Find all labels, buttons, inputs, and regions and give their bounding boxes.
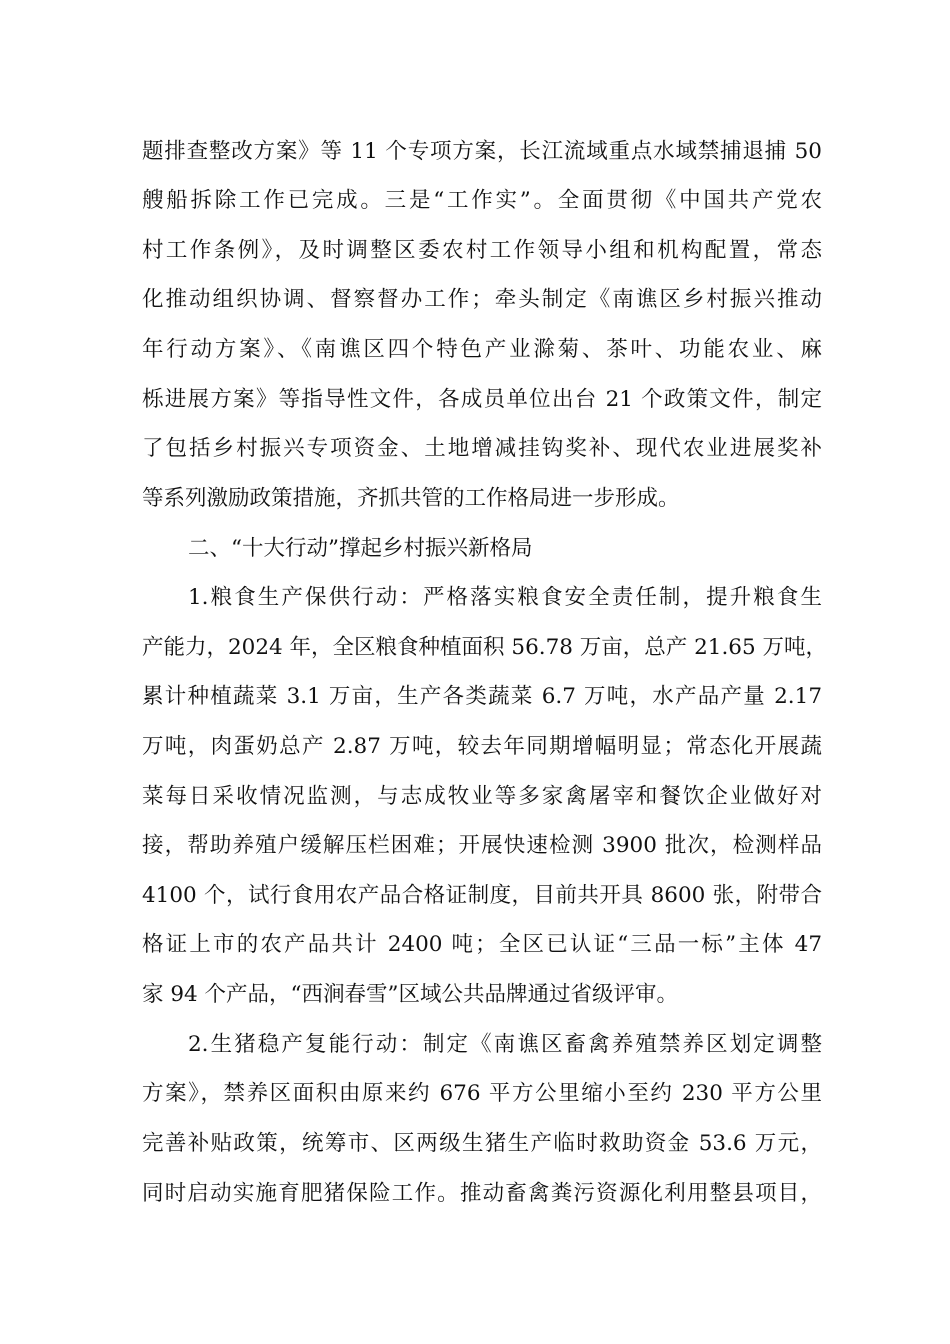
- paragraph-line: 艘船拆除工作已完成。三是“工作实”。全面贯彻《中国共产党农: [142, 188, 822, 213]
- paragraph-line: 4100 个，试行食用农产品合格证制度，目前共开具 8600 张，附带合: [142, 883, 822, 908]
- paragraph-line: 方案》，禁养区面积由原来约 676 平方公里缩小至约 230 平方公里: [142, 1081, 822, 1106]
- paragraph-line: 了包括乡村振兴专项资金、土地增减挂钩奖补、现代农业进展奖补: [142, 436, 822, 461]
- paragraph-line: 接，帮助养殖户缓解压栏困难；开展快速检测 3900 批次，检测样品: [142, 833, 822, 858]
- paragraph-line: 1.粮食生产保供行动：严格落实粮食安全责任制，提升粮食生: [188, 585, 822, 610]
- paragraph-line: 家 94 个产品，“西涧春雪”区域公共品牌通过省级评审。: [142, 982, 679, 1007]
- paragraph-line: 格证上市的农产品共计 2400 吨；全区已认证“三品一标”主体 47: [142, 932, 822, 957]
- paragraph-line: 万吨，肉蛋奶总产 2.87 万吨，较去年同期增幅明显；常态化开展蔬: [142, 734, 822, 759]
- paragraph-line: 2.生猪稳产复能行动：制定《南谯区畜禽养殖禁养区划定调整: [188, 1032, 822, 1057]
- paragraph-line: 村工作条例》，及时调整区委农村工作领导小组和机构配置，常态: [142, 238, 822, 263]
- paragraph-line: 化推动组织协调、督察督办工作；牵头制定《南谯区乡村振兴推动: [142, 287, 822, 312]
- paragraph-line: 产能力，2024 年，全区粮食种植面积 56.78 万亩，总产 21.65 万吨，: [142, 635, 827, 660]
- paragraph-line: 题排查整改方案》等 11 个专项方案，长江流域重点水域禁捕退捕 50: [142, 139, 822, 164]
- paragraph-line: 等系列激励政策措施，齐抓共管的工作格局进一步形成。: [142, 486, 680, 511]
- paragraph-line: 累计种植蔬菜 3.1 万亩，生产各类蔬菜 6.7 万吨，水产品产量 2.17: [142, 684, 822, 709]
- paragraph-line: 完善补贴政策，统筹市、区两级生猪生产临时救助资金 53.6 万元，: [142, 1131, 822, 1156]
- paragraph-line: 菜每日采收情况监测，与志成牧业等多家禽屠宰和餐饮企业做好对: [142, 784, 822, 809]
- paragraph-line: 栎进展方案》等指导性文件，各成员单位出台 21 个政策文件，制定: [142, 387, 822, 412]
- paragraph-line: 年行动方案》、《南谯区四个特色产业滁菊、茶叶、功能农业、麻: [142, 337, 822, 362]
- paragraph-line: 同时启动实施育肥猪保险工作。推动畜禽粪污资源化利用整县项目，: [142, 1181, 822, 1206]
- section-heading: 二、“十大行动”撑起乡村振兴新格局: [188, 536, 533, 561]
